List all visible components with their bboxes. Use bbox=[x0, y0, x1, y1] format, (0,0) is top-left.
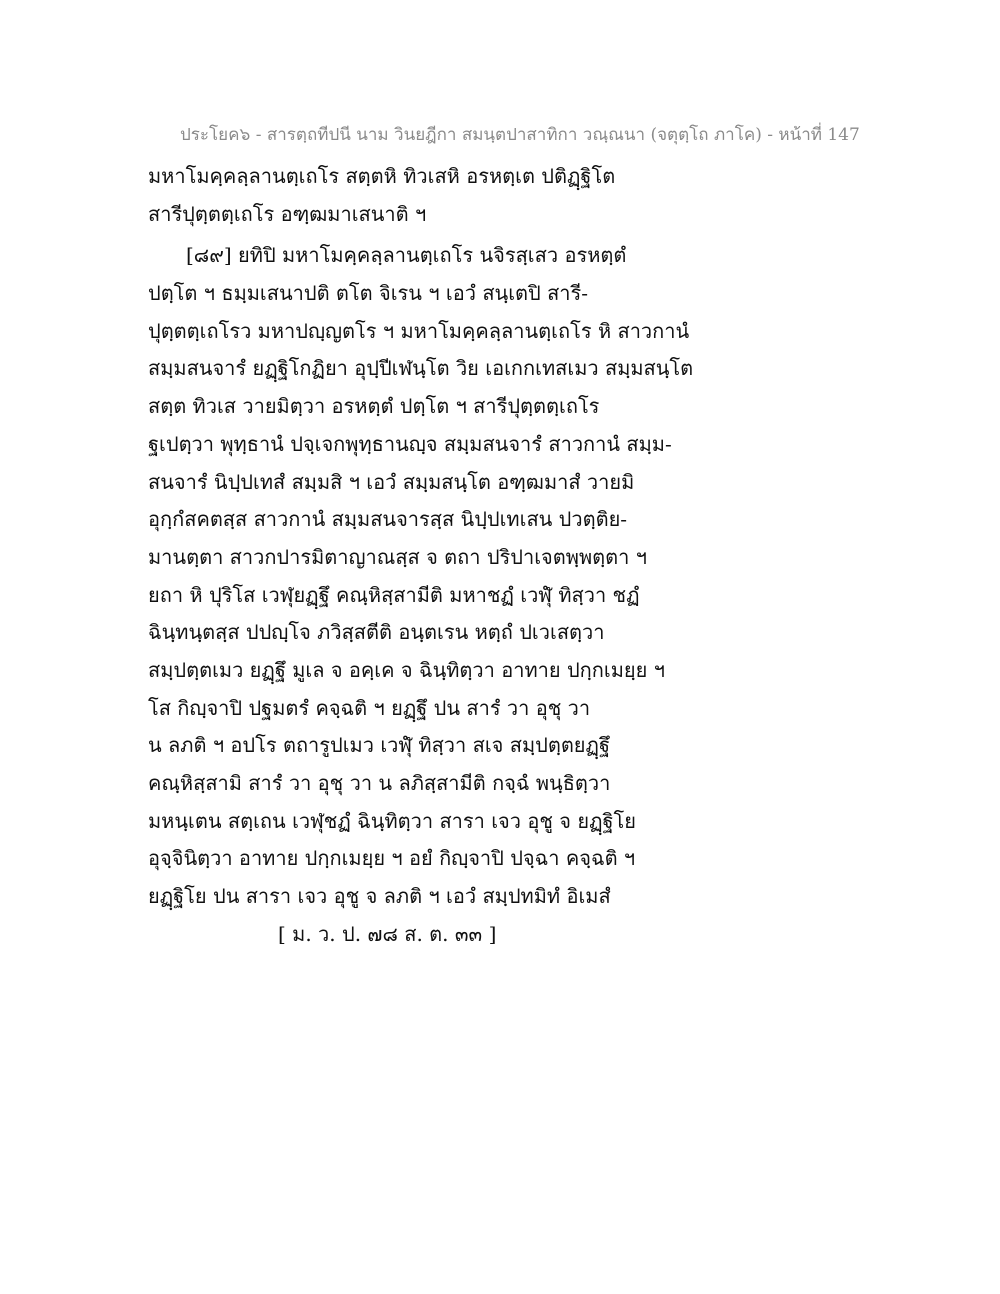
text-line: ยฏฺฐิโย ปน สารา เจว อุชู จ ลภติ ฯ เอวํ สมฺปทมิทํ อิเมสํ bbox=[148, 884, 611, 909]
text-line: สมฺปตฺตเมว ยฏฺฐึ มูเล จ อคฺเค จ ฉินฺทิตฺวา อาทาย ปกฺกเมยฺย ฯ bbox=[148, 657, 665, 682]
paragraph-1 bbox=[148, 158, 708, 233]
text-line: อุจฺจินิตฺวา อาทาย ปกฺกเมยฺย ฯ อยํ กิญฺจาปิ ปจฺฉา คจฺฉติ ฯ bbox=[148, 846, 636, 871]
text-line: คณฺหิสฺสามิ สารํ วา อุชุ วา น ลภิสฺสามีติ กจฺฉํ พนฺธิตฺวา bbox=[148, 771, 611, 795]
text-line: [๘๙] ยทิปิ มหาโมคฺคลฺลานตฺเถโร นจิรสฺเสว อรหตฺตํ bbox=[186, 243, 627, 268]
page-body bbox=[148, 158, 708, 953]
text-line: สารีปุตฺตตฺเถโร อฑฺฒมาเสนาติ ฯ bbox=[148, 201, 427, 226]
text-line: มานตฺตา สาวกปารมิตาญาณสฺส จ ตถา ปริปาเจตพฺพตฺตา ฯ bbox=[148, 544, 647, 569]
footnote-reference: [ ม. ว. ป. ๗๘ ส. ต. ๓๓ ] bbox=[278, 921, 497, 946]
text-line: ปุตฺตตฺเถโรว มหาปญฺญตโร ฯ มหาโมคฺคลฺลานตฺเถโร หิ สาวกานํ bbox=[148, 318, 690, 343]
text-line: มหนฺเตน สตฺเถน เวฬุชฏํ ฉินฺทิตฺวา สารา เจว อุชู จ ยฏฺฐิโย bbox=[148, 808, 637, 833]
text-line: น ลภติ ฯ อปโร ตถารูปเมว เวฬุํ ทิสฺวา สเจ สมฺปตฺตยฏฺฐึ bbox=[148, 733, 610, 758]
paragraph-2 bbox=[148, 237, 708, 915]
text-line: มหาโมคฺคลฺลานตฺเถโร สตฺตหิ ทิวเสหิ อรหตฺเต ปติฏฺฐิโต bbox=[148, 164, 616, 188]
text-line: สนจารํ นิปฺปเทสํ สมฺมสิ ฯ เอวํ สมฺมสนฺโต อฑฺฒมาสํ วายมิ bbox=[148, 469, 635, 494]
text-line: อุกฺกํสคตสฺส สาวกานํ สมฺมสนจารสฺส นิปฺปเทเสน ปวตฺติย- bbox=[148, 507, 628, 532]
text-line: สมฺมสนจารํ ยฏฺฐิโกฏิยา อุปฺปีเฬนฺโต วิย เอเกกเทสเมว สมฺมสนฺโต bbox=[148, 356, 694, 381]
text-line: ปตฺโต ฯ ธมฺมเสนาปติ ตโต จิเรน ฯ เอวํ สนฺเตปิ สารี- bbox=[148, 281, 589, 306]
text-line: โส กิญฺจาปิ ปฐมตรํ คจฺฉติ ฯ ยฏฺฐึ ปน สารํ วา อุชุ วา bbox=[148, 695, 591, 720]
page-header: ประโยค๖ - สารตฺถทีปนี นาม วินยฎีกา สมนฺตปาสาทิกา วณฺณนา (จตุตฺโถ ภาโค) - หน้าที่ 147 bbox=[180, 125, 860, 145]
text-line: ฉินฺทนฺตสฺส ปปญฺโจ ภวิสฺสตีติ อนฺตเรน หตฺถํ ปเวเสตฺวา bbox=[148, 620, 605, 645]
text-line: ฐเปตฺวา พุทฺธานํ ปจฺเจกพุทฺธานญฺจ สมฺมสนจารํ สาวกานํ สมฺม- bbox=[148, 431, 672, 456]
text-line: ยถา หิ ปุริโส เวฬุยฏฺฐึ คณฺหิสฺสามีติ มหาชฏํ เวฬุํ ทิสฺวา ชฏํ bbox=[148, 582, 640, 607]
text-line: สตฺต ทิวเส วายมิตฺวา อรหตฺตํ ปตฺโต ฯ สารีปุตฺตตฺเถโร bbox=[148, 394, 600, 419]
